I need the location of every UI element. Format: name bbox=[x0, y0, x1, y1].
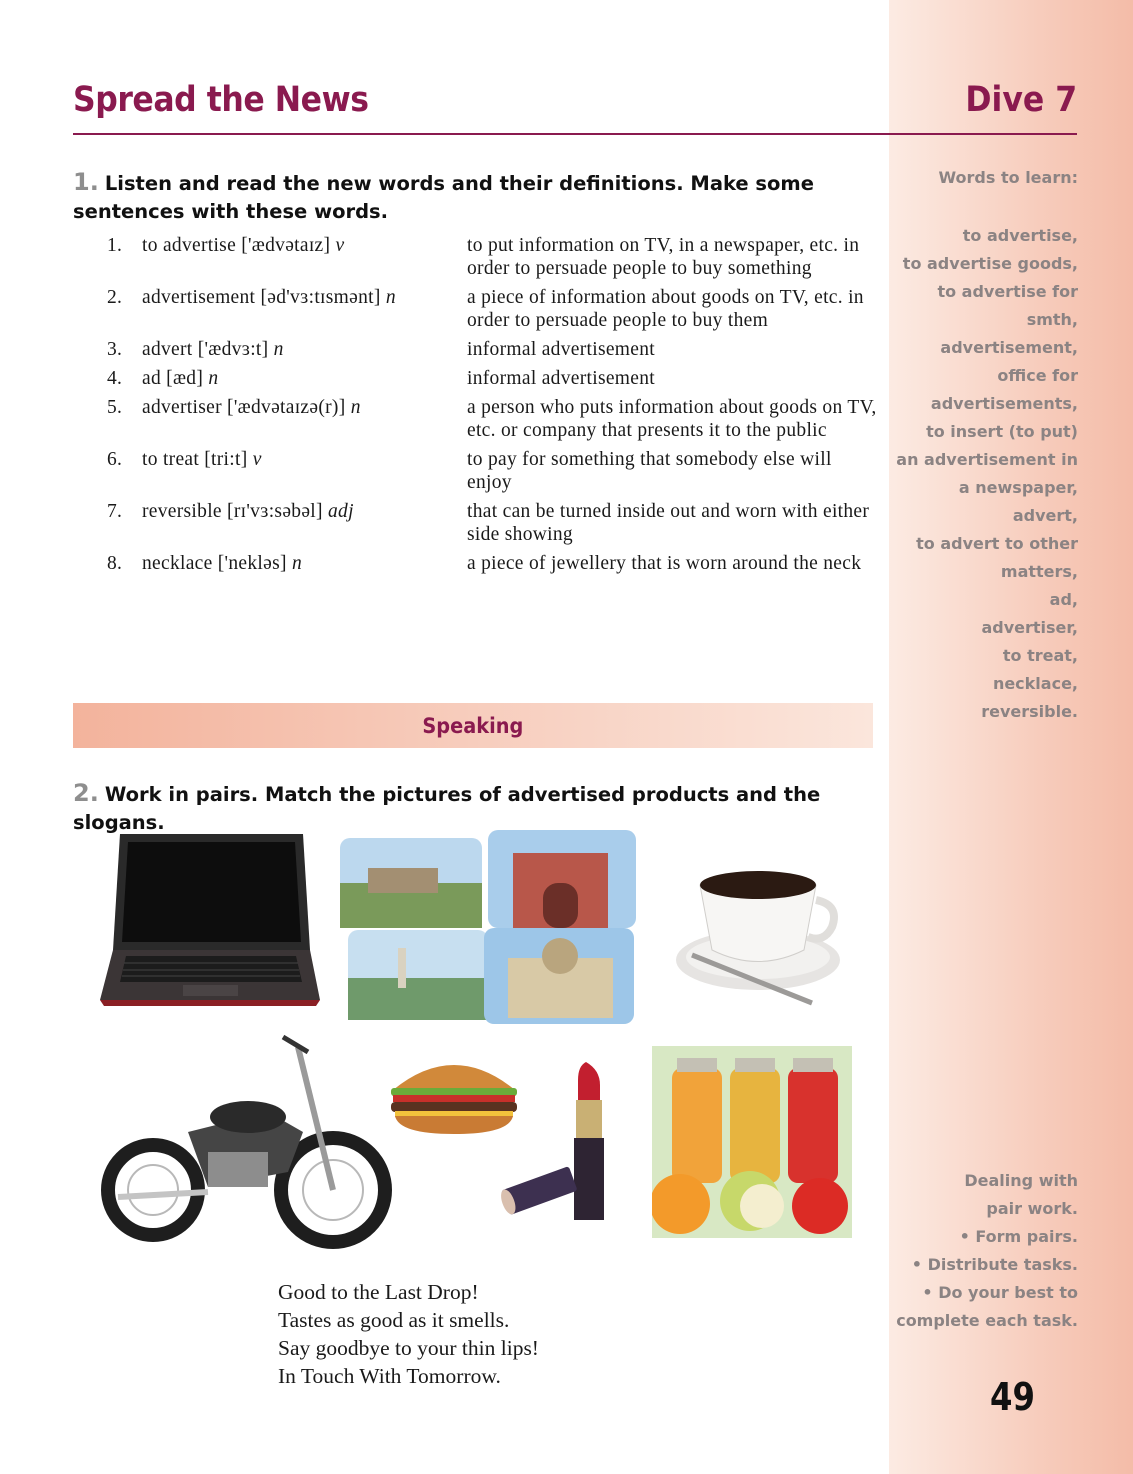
word-item: advertisements, bbox=[930, 394, 1078, 413]
task-text: Listen and read the new words and their definitions. Make some sentences with these words. bbox=[73, 172, 814, 223]
slogans-list bbox=[278, 1278, 539, 1390]
vocabulary-list bbox=[107, 234, 877, 581]
vocab-definition: a piece of information about goods on TV, etc. in order to persuade people to buy them bbox=[467, 287, 864, 331]
word-item: to advertise, bbox=[962, 226, 1078, 245]
juice-bottles-picture bbox=[652, 1046, 852, 1238]
vocab-term bbox=[142, 367, 467, 390]
vocab-number: 7. bbox=[107, 501, 123, 522]
vocab-row bbox=[107, 338, 877, 361]
tip-line: complete each task. bbox=[896, 1311, 1078, 1330]
word-item: a newspaper, bbox=[958, 478, 1078, 497]
header-divider bbox=[73, 133, 1077, 135]
part-of-speech: adj bbox=[327, 501, 354, 522]
vocab-term bbox=[142, 286, 467, 332]
term-text: advert ['ædvɜ:t] bbox=[142, 339, 269, 360]
task-number: 2. bbox=[73, 779, 99, 807]
part-of-speech: n bbox=[350, 397, 361, 418]
word-item: advertisement, bbox=[940, 338, 1078, 357]
words-to-learn-title: Words to learn: bbox=[938, 168, 1078, 187]
vocab-number: 5. bbox=[107, 397, 123, 418]
slogan: Good to the Last Drop! bbox=[278, 1280, 479, 1304]
word-item: smth, bbox=[1026, 310, 1078, 329]
tip-line: Dealing with bbox=[964, 1171, 1078, 1190]
section-label: Dive 7 bbox=[965, 80, 1077, 120]
coffee-cup-picture bbox=[672, 855, 844, 1010]
words-to-learn-list bbox=[895, 222, 1078, 726]
word-item: to insert (to put) bbox=[926, 422, 1078, 441]
term-text: advertisement [əd'vɜ:tɪsmənt] bbox=[142, 287, 381, 308]
word-item: ad, bbox=[1049, 590, 1078, 609]
vocab-definition: a piece of jewellery that is worn around the neck bbox=[467, 553, 862, 574]
laptop-picture bbox=[98, 832, 323, 1007]
tip-line: • Form pairs. bbox=[959, 1227, 1078, 1246]
part-of-speech: v bbox=[252, 449, 262, 470]
vocab-row bbox=[107, 367, 877, 390]
vocab-definition: informal advertisement bbox=[467, 339, 655, 360]
tip-line: • Do your best to bbox=[922, 1283, 1078, 1302]
vocab-definition: to pay for something that somebody else will enjoy bbox=[467, 449, 832, 493]
word-item: to treat, bbox=[1002, 646, 1078, 665]
part-of-speech: n bbox=[273, 339, 284, 360]
term-text: necklace ['nekləs] bbox=[142, 553, 287, 574]
vocab-definition: informal advertisement bbox=[467, 368, 655, 389]
page-number: 49 bbox=[990, 1375, 1035, 1419]
vocab-row bbox=[107, 552, 877, 575]
vocab-definition: a person who puts information about goods on TV, etc. or company that presents it to the public bbox=[467, 397, 877, 441]
task-1-instruction bbox=[73, 168, 878, 226]
word-item: to advert to other bbox=[916, 534, 1078, 553]
word-item: reversible. bbox=[981, 702, 1078, 721]
vocab-term bbox=[142, 552, 467, 575]
vocab-number: 3. bbox=[107, 339, 123, 360]
vocab-row bbox=[107, 396, 877, 442]
vocab-row bbox=[107, 500, 877, 546]
vocab-term bbox=[142, 338, 467, 361]
vocab-number: 2. bbox=[107, 287, 123, 308]
motorcycle-picture bbox=[98, 1022, 396, 1254]
vocab-number: 4. bbox=[107, 368, 123, 389]
word-item: advert, bbox=[1012, 506, 1078, 525]
part-of-speech: n bbox=[291, 553, 303, 574]
word-item: matters, bbox=[1000, 562, 1078, 581]
page-title: Spread the News bbox=[73, 80, 369, 120]
word-item: office for bbox=[997, 366, 1078, 385]
word-item: an advertisement in bbox=[896, 450, 1078, 469]
vocab-term bbox=[142, 396, 467, 442]
task-text: Work in pairs. Match the pictures of advertised products and the slogans. bbox=[73, 783, 821, 834]
slogan: Say goodbye to your thin lips! bbox=[278, 1336, 539, 1360]
vocab-row bbox=[107, 286, 877, 332]
vocab-definition: to put information on TV, in a newspaper, etc. in order to persuade people to buy something bbox=[467, 235, 860, 279]
pair-work-tips bbox=[895, 1167, 1078, 1335]
word-item: necklace, bbox=[992, 674, 1078, 693]
tip-line: pair work. bbox=[986, 1199, 1078, 1218]
vocab-row bbox=[107, 448, 877, 494]
word-item: to advertise goods, bbox=[902, 254, 1078, 273]
slogan: Tastes as good as it smells. bbox=[278, 1308, 510, 1332]
vocab-term bbox=[142, 234, 467, 280]
vocab-term bbox=[142, 500, 467, 546]
part-of-speech: v bbox=[335, 235, 345, 256]
speaking-section-header bbox=[73, 703, 873, 748]
vocab-row bbox=[107, 234, 877, 280]
vocab-number: 1. bbox=[107, 235, 123, 256]
word-item: to advertise for bbox=[937, 282, 1078, 301]
task-number: 1. bbox=[73, 168, 99, 196]
term-text: ad [æd] bbox=[142, 368, 204, 389]
vocab-term bbox=[142, 448, 467, 494]
tip-line: • Distribute tasks. bbox=[911, 1255, 1078, 1274]
part-of-speech: n bbox=[385, 287, 396, 308]
term-text: reversible [rɪ'vɜ:səbəl] bbox=[142, 501, 323, 522]
vocab-number: 8. bbox=[107, 553, 123, 574]
term-text: to treat [tri:t] bbox=[142, 449, 248, 470]
vocab-definition: that can be turned inside out and worn with either side showing bbox=[467, 501, 870, 545]
term-text: advertiser ['ædvətaɪzə(r)] bbox=[142, 397, 346, 418]
speaking-label: Speaking bbox=[422, 713, 524, 738]
part-of-speech: n bbox=[208, 368, 219, 389]
word-item: advertiser, bbox=[981, 618, 1078, 637]
slogan: In Touch With Tomorrow. bbox=[278, 1364, 501, 1388]
vocab-number: 6. bbox=[107, 449, 123, 470]
term-text: to advertise ['ædvətaɪz] bbox=[142, 235, 331, 256]
lipstick-picture bbox=[498, 1060, 628, 1228]
landmarks-collage-picture bbox=[338, 828, 638, 1026]
